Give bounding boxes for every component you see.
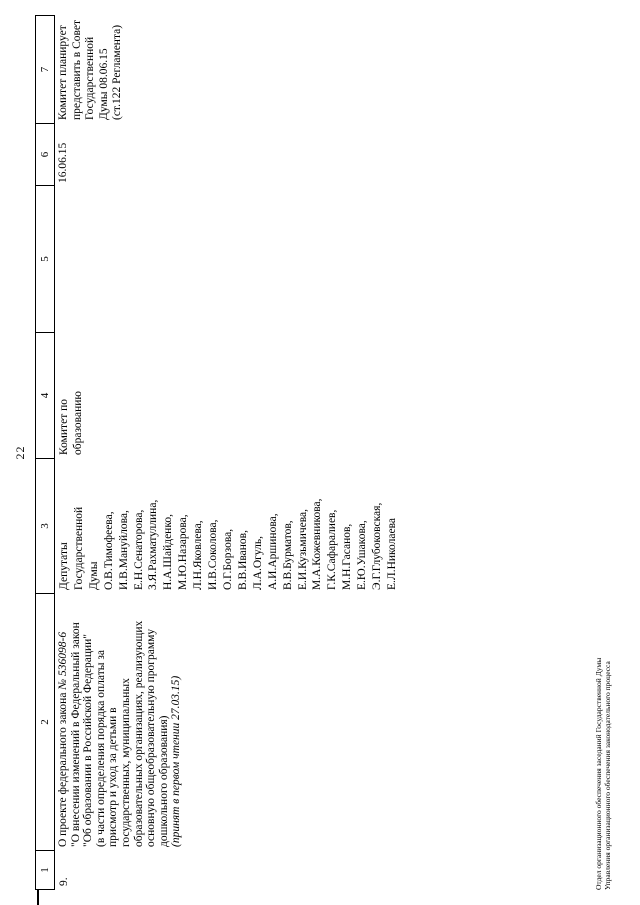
header-cell-4: 4: [35, 332, 55, 458]
bill-description-line: "О внесении изменений в Федеральный закон: [69, 622, 82, 847]
header-cell-6: 6: [35, 123, 55, 185]
committee-line: образованию: [72, 391, 84, 455]
plan-line: Комитет планирует: [57, 25, 69, 120]
empty-cell: [55, 185, 57, 332]
table-header-row: [35, 15, 55, 890]
plan-line: представить в Совет: [70, 19, 83, 120]
bill-description-line: государственных, муниципальных: [119, 678, 132, 847]
initiator-line: А.И.Аршинова,: [266, 513, 279, 590]
initiator-line: Е.Л.Николаева: [385, 518, 398, 590]
initiator-line: Государственной: [72, 506, 85, 590]
initiator-line: Л.Н.Яковлева,: [192, 520, 205, 590]
bill-note: (принят в первом чтении 27.03.15): [170, 675, 183, 847]
header-cell-7: 7: [35, 15, 55, 123]
initiator-line: Е.Ю.Ушакова,: [356, 520, 369, 590]
footer-line-2: Управления организационного обеспечения законодательного процесса: [603, 661, 613, 890]
initiator-line: И.В.Соколова,: [207, 519, 220, 590]
bill-description-line: присмотр и уход за детьми в: [107, 707, 120, 847]
initiator-line: З.Я.Рахматуллина,: [147, 499, 160, 590]
initiator-line: Э.Г.Глубоковская,: [371, 502, 384, 590]
initiator-line: И.В.Мануйлова,: [117, 510, 130, 590]
bill-description-line: дошкольного образования): [157, 715, 170, 847]
item-number: 9.: [58, 877, 70, 886]
item-number-cell: [55, 850, 70, 890]
committee-line: Комитет по: [58, 399, 70, 455]
initiator-line: Депутаты: [58, 542, 70, 590]
header-cell-3: 3: [35, 458, 55, 593]
header-cell-2: 2: [35, 593, 55, 850]
initiator-line: М.А.Кожевникова,: [311, 498, 324, 590]
initiator-line: О.Г.Борзова,: [221, 528, 234, 590]
initiator-line: М.Н.Гасанов,: [341, 523, 354, 590]
initiator-line: Л.А.Огуль,: [251, 536, 264, 590]
page-number: 22: [13, 445, 27, 460]
document-footer: [594, 658, 612, 890]
review-date: 16.06.15: [57, 142, 69, 183]
bill-cell: [55, 593, 183, 850]
bill-number: № 536098-6: [57, 631, 69, 690]
initiator-line: О.В.Тимофеева,: [102, 511, 115, 590]
initiator-line: М.Ю.Назарова,: [177, 514, 190, 590]
bill-description: [70, 594, 171, 847]
plan-line: (ст.122 Регламента): [111, 24, 123, 120]
footer-line-1: Отдел организационного обеспечения заседаний Государственной Думы: [594, 657, 603, 890]
plan-line: Государственной: [84, 36, 96, 120]
table-edge-line: [37, 890, 39, 905]
committee-cell: [55, 332, 85, 458]
initiator-line: Г.К.Сафаралиев,: [326, 509, 339, 590]
bill-description-line: основную общеобразовательную программу: [145, 628, 158, 847]
plan-cell: [55, 15, 125, 123]
bill-title-line: [57, 594, 70, 847]
initiator-line: Думы: [87, 561, 100, 590]
table-body-row: [55, 15, 400, 890]
initiator-line: Е.И.Кузьмичева,: [296, 509, 309, 590]
initiator-line: В.В.Иванов,: [236, 530, 249, 590]
header-cell-5: 5: [35, 185, 55, 332]
initiator-line: Е.Н.Сенаторова,: [132, 509, 145, 590]
header-cell-1: 1: [35, 850, 55, 890]
bill-description-line: "Об образовании в Российской Федерации": [82, 634, 95, 847]
date-cell: [55, 123, 70, 185]
bill-title-text: О проекте федерального закона: [57, 689, 69, 847]
bill-description-line: образовательных организациях, реализующих: [132, 620, 145, 847]
initiator-line: В.В.Бурматов,: [281, 520, 294, 590]
initiator-line: Н.А.Шайденко,: [162, 514, 175, 590]
plan-line: Думы 08.06.15: [97, 48, 110, 120]
initiators-cell: [55, 458, 400, 593]
bill-description-line: (в части определения порядка оплаты за: [94, 650, 107, 847]
